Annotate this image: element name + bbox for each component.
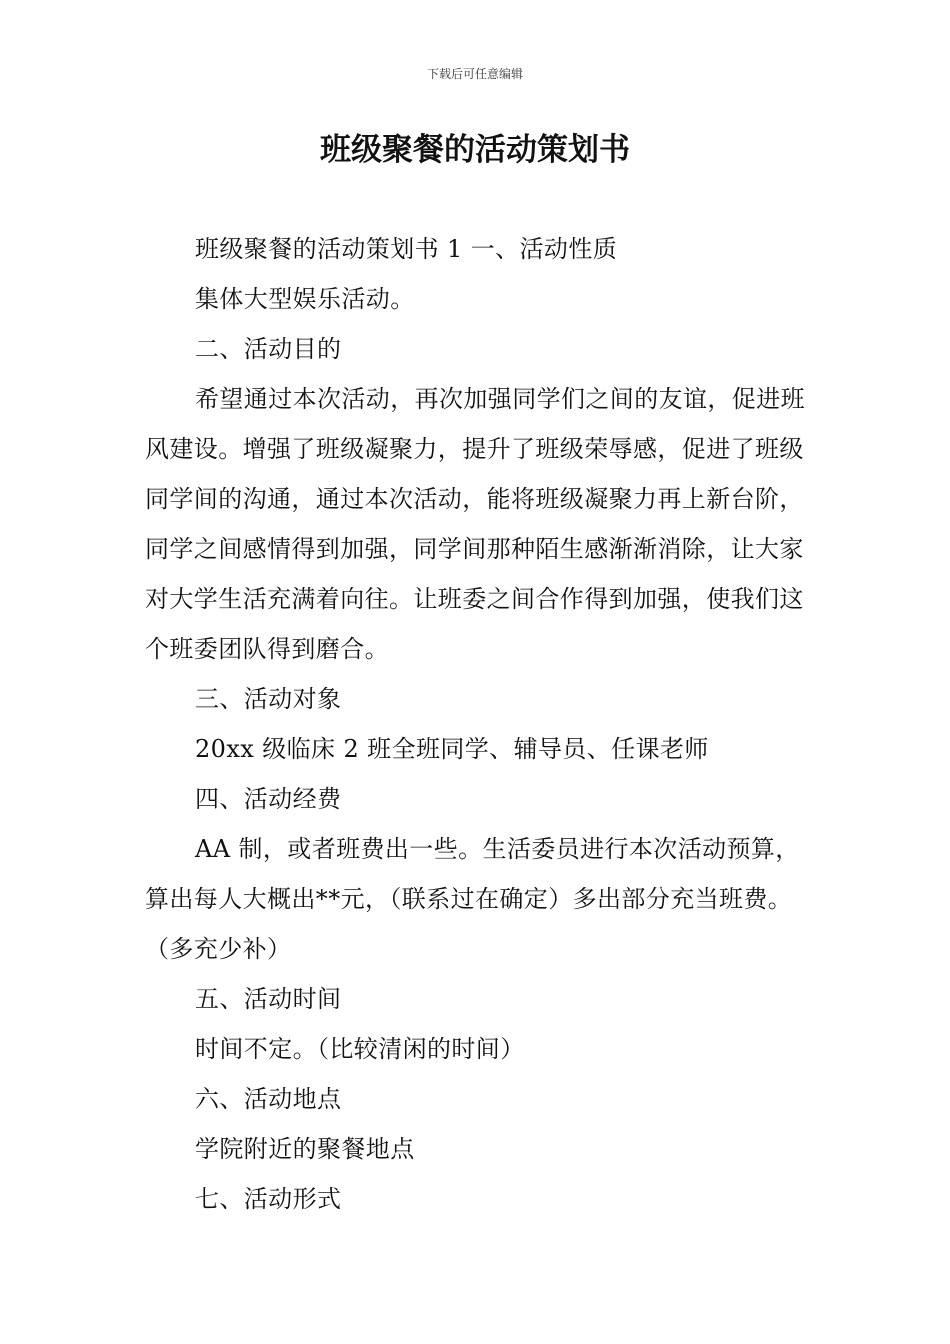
paragraph-nature: 集体大型娱乐活动。 bbox=[195, 285, 415, 313]
heading-time: 五、活动时间 bbox=[195, 985, 342, 1013]
paragraph-budget: AA 制，或者班费出一些。生活委员进行本次活动预算，算出每人大概出**元，（联系过在确定）多出部分充当班费。（多充少补） bbox=[145, 835, 800, 963]
heading-format: 七、活动形式 bbox=[195, 1185, 342, 1213]
heading-budget: 四、活动经费 bbox=[195, 785, 342, 813]
heading-purpose: 二、活动目的 bbox=[195, 335, 342, 363]
heading-location: 六、活动地点 bbox=[195, 1085, 342, 1113]
document-body bbox=[145, 224, 815, 1224]
document-title: 班级聚餐的活动策划书 bbox=[320, 132, 630, 168]
paragraph-location: 学院附近的聚餐地点 bbox=[195, 1135, 415, 1163]
heading-audience: 三、活动对象 bbox=[195, 685, 342, 713]
header-note: 下载后可任意编辑 bbox=[426, 67, 523, 81]
paragraph-audience: 20xx 级临床 2 班全班同学、辅导员、任课老师 bbox=[195, 735, 709, 763]
paragraph-time: 时间不定。（比较清闲的时间） bbox=[195, 1035, 525, 1063]
paragraph-intro: 班级聚餐的活动策划书 1 一、活动性质 bbox=[195, 235, 618, 263]
paragraph-purpose: 希望通过本次活动，再次加强同学们之间的友谊，促进班风建设。增强了班级凝聚力，提升了班级荣辱感，促进了班级同学间的沟通，通过本次活动，能将班级凝聚力再上新台阶，同学之间感情得到加强，同学间那种陌生感渐渐消除，让大家对大学生活充满着向往。让班委之间合作得到加强，使我们这个班委团队得到磨合。 bbox=[145, 385, 805, 663]
